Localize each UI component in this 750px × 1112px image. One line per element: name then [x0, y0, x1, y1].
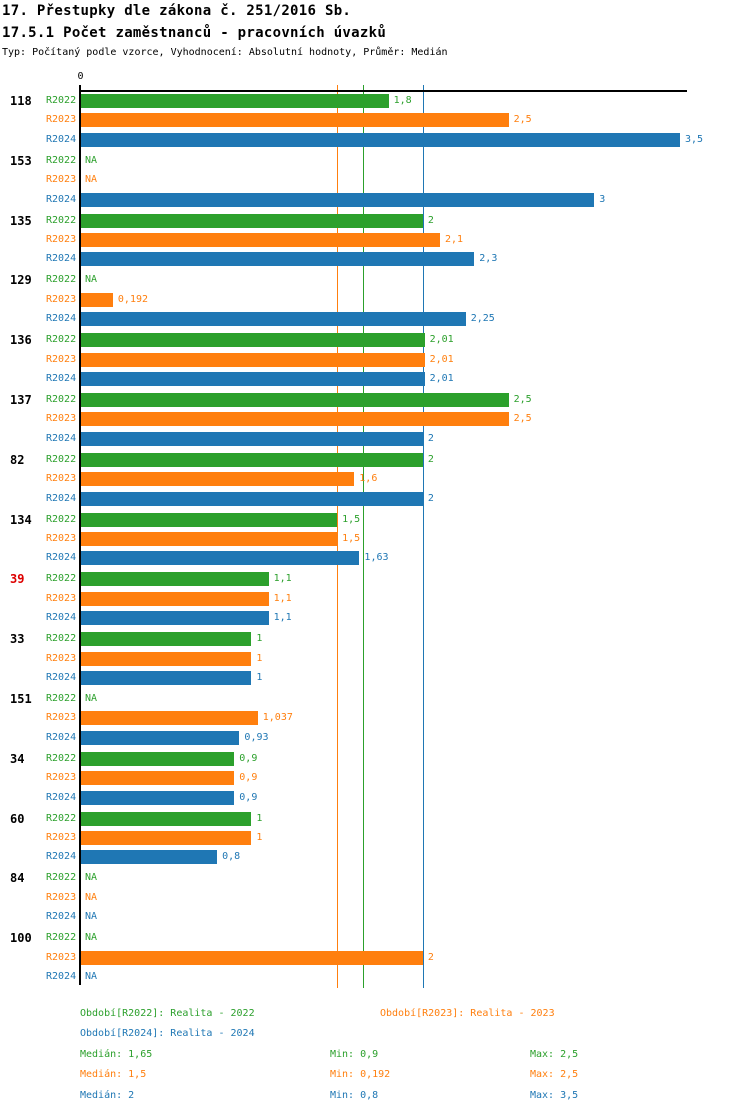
value-bar-r2024	[81, 193, 594, 207]
page-title: 17. Přestupky dle zákona č. 251/2016 Sb.	[2, 3, 352, 19]
value-bar-r2022	[81, 513, 337, 527]
value-bar-r2024	[81, 671, 251, 685]
group-label: 137	[10, 393, 32, 407]
value-bar-r2023	[81, 472, 354, 486]
value-bar-r2023	[81, 233, 440, 247]
bar-value-label: 1,1	[273, 573, 292, 585]
group-label: 84	[10, 871, 25, 886]
value-bar-r2024	[81, 252, 474, 266]
bar-value-label: 1	[256, 652, 263, 664]
bar-value-label: 0,8	[222, 851, 241, 863]
bar-value-label: 0,192	[117, 293, 149, 305]
row-label-r2024: R2024	[46, 432, 77, 444]
row-label-r2022: R2022	[46, 274, 77, 286]
row-label-r2024: R2024	[46, 791, 77, 803]
row-label-r2022: R2022	[46, 693, 77, 704]
bar-value-label: 2,5	[513, 114, 532, 126]
na-label: NA	[85, 932, 98, 944]
chart-meta: Typ: Počítaný podle vzorce, Vyhodnocení: Absolutní hodnoty, Průměr: Medián	[2, 47, 448, 58]
group-label: 33	[10, 632, 25, 647]
stat-median-r2022: Medián: 1,65	[80, 1049, 153, 1060]
group-label: 118	[10, 94, 32, 108]
bar-value-label: 2	[427, 432, 434, 444]
x-axis-line	[80, 90, 687, 92]
value-bar-r2022	[81, 453, 423, 467]
bar-value-label: 3,5	[685, 133, 704, 145]
value-bar-r2023	[81, 353, 425, 367]
legend-r2024: Období[R2024]: Realita - 2024	[80, 1028, 255, 1039]
bar-value-label: 0,9	[239, 791, 258, 803]
value-bar-r2024	[81, 133, 680, 147]
value-bar-r2024	[81, 611, 269, 625]
row-label-r2023: R2023	[46, 293, 77, 305]
legend-r2023: Období[R2023]: Realita - 2023	[380, 1008, 555, 1019]
row-label-r2023: R2023	[46, 533, 77, 544]
row-label-r2023: R2023	[46, 951, 77, 963]
bar-value-label: 0,9	[239, 752, 258, 764]
value-bar-r2024	[81, 372, 425, 386]
stat-min-r2023: Min: 0,192	[330, 1069, 391, 1080]
bar-value-label: 2,01	[429, 353, 454, 365]
row-label-r2022: R2022	[46, 334, 77, 346]
na-label: NA	[85, 971, 98, 982]
value-bar-r2023	[81, 113, 509, 127]
bar-value-label: 1	[256, 633, 263, 645]
group-label: 136	[10, 333, 32, 348]
page-subtitle: 17.5.1 Počet zaměstnanců - pracovních úvazků	[2, 25, 387, 41]
value-bar-r2023	[81, 652, 251, 666]
value-bar-r2022	[81, 393, 509, 407]
group-label: 82	[10, 452, 25, 467]
stat-max-r2024: Max: 3,5	[530, 1090, 579, 1101]
bar-value-label: 1,6	[359, 473, 378, 485]
bar-value-label: 2,01	[429, 334, 454, 346]
x-axis-zero-label: 0	[77, 71, 84, 82]
bar-value-label: 1,63	[364, 552, 389, 564]
bar-value-label: 2	[427, 951, 434, 963]
group-label: 100	[10, 931, 32, 946]
value-bar-r2024	[81, 850, 217, 864]
stat-min-r2022: Min: 0,9	[330, 1049, 379, 1060]
bar-value-label: 0,93	[244, 731, 269, 743]
bar-value-label: 1,1	[273, 612, 292, 624]
na-label: NA	[85, 891, 98, 903]
na-label: NA	[85, 693, 98, 704]
value-bar-r2023	[81, 951, 423, 965]
na-label: NA	[85, 154, 98, 166]
bar-value-label: 1,037	[262, 712, 293, 724]
row-label-r2023: R2023	[46, 413, 77, 425]
bar-value-label: 2	[427, 214, 434, 226]
bar-value-label: 0,9	[239, 772, 258, 784]
row-label-r2023: R2023	[46, 174, 77, 186]
bar-value-label: 1,5	[342, 513, 361, 525]
value-bar-r2023	[81, 831, 251, 845]
row-label-r2024: R2024	[46, 253, 77, 265]
group-label: 135	[10, 213, 32, 228]
row-label-r2024: R2024	[46, 911, 77, 923]
row-label-r2022: R2022	[46, 633, 77, 645]
stat-median-r2023: Medián: 1,5	[80, 1069, 147, 1080]
row-label-r2024: R2024	[46, 373, 77, 384]
bar-value-label: 1,1	[273, 592, 292, 604]
value-bar-r2023	[81, 532, 337, 546]
value-bar-r2022	[81, 214, 423, 228]
stat-max-r2022: Max: 2,5	[530, 1049, 579, 1060]
row-label-r2024: R2024	[46, 612, 77, 624]
stat-median-r2024: Medián: 2	[80, 1090, 135, 1101]
na-label: NA	[85, 872, 98, 884]
row-label-r2023: R2023	[46, 234, 77, 245]
value-bar-r2022	[81, 752, 234, 766]
bar-value-label: 2,01	[429, 373, 454, 384]
value-bar-r2022	[81, 572, 269, 586]
bar-value-label: 2,25	[470, 313, 495, 325]
bar-value-label: 2	[427, 492, 434, 504]
row-label-r2022: R2022	[46, 752, 77, 764]
value-bar-r2024	[81, 731, 239, 745]
median-line-r2024	[423, 85, 424, 988]
row-label-r2024: R2024	[46, 193, 77, 205]
y-axis-line	[79, 85, 81, 985]
value-bar-r2022	[81, 333, 425, 347]
row-label-r2024: R2024	[46, 731, 77, 743]
row-label-r2024: R2024	[46, 672, 77, 683]
row-label-r2022: R2022	[46, 95, 77, 106]
row-label-r2024: R2024	[46, 133, 77, 145]
na-label: NA	[85, 174, 98, 186]
value-bar-r2023	[81, 592, 269, 606]
value-bar-r2024	[81, 551, 359, 565]
bar-value-label: 3	[599, 193, 606, 205]
value-bar-r2024	[81, 312, 466, 326]
row-label-r2024: R2024	[46, 971, 77, 982]
row-label-r2023: R2023	[46, 772, 77, 784]
bar-value-label: 1,8	[393, 95, 412, 106]
na-label: NA	[85, 911, 98, 923]
stat-max-r2023: Max: 2,5	[530, 1069, 579, 1080]
value-bar-r2024	[81, 432, 423, 446]
group-label: 39	[10, 572, 25, 587]
row-label-r2022: R2022	[46, 932, 77, 944]
bar-value-label: 1	[256, 832, 263, 843]
row-label-r2022: R2022	[46, 872, 77, 884]
row-label-r2023: R2023	[46, 891, 77, 903]
group-label: 153	[10, 153, 32, 168]
row-label-r2022: R2022	[46, 214, 77, 226]
value-bar-r2022	[81, 812, 251, 826]
bar-value-label: 2,5	[513, 413, 532, 425]
row-label-r2023: R2023	[46, 832, 77, 843]
group-label: 60	[10, 811, 25, 826]
value-bar-r2023	[81, 711, 258, 725]
group-label: 34	[10, 751, 25, 766]
row-label-r2022: R2022	[46, 513, 77, 525]
row-label-r2022: R2022	[46, 812, 77, 824]
row-label-r2022: R2022	[46, 573, 77, 585]
row-label-r2024: R2024	[46, 552, 77, 564]
legend-r2022: Období[R2022]: Realita - 2022	[80, 1008, 255, 1019]
stat-min-r2024: Min: 0,8	[330, 1090, 379, 1101]
bar-value-label: 1	[256, 672, 263, 683]
value-bar-r2023	[81, 412, 509, 426]
bar-value-label: 2,3	[479, 253, 498, 265]
row-label-r2023: R2023	[46, 712, 77, 724]
row-label-r2023: R2023	[46, 473, 77, 485]
group-label: 129	[10, 273, 32, 288]
bar-value-label: 1,5	[342, 533, 361, 544]
bar-value-label: 1	[256, 812, 263, 824]
row-label-r2023: R2023	[46, 592, 77, 604]
value-bar-r2023	[81, 771, 234, 785]
row-label-r2024: R2024	[46, 492, 77, 504]
group-label: 134	[10, 512, 32, 527]
row-label-r2023: R2023	[46, 114, 77, 126]
value-bar-r2023	[81, 293, 113, 307]
value-bar-r2024	[81, 492, 423, 506]
value-bar-r2022	[81, 632, 251, 646]
row-label-r2022: R2022	[46, 394, 77, 405]
value-bar-r2024	[81, 791, 234, 805]
row-label-r2024: R2024	[46, 851, 77, 863]
row-label-r2022: R2022	[46, 453, 77, 465]
group-label: 151	[10, 692, 32, 706]
row-label-r2023: R2023	[46, 652, 77, 664]
na-label: NA	[85, 274, 98, 286]
value-bar-r2022	[81, 94, 389, 108]
row-label-r2023: R2023	[46, 353, 77, 365]
bar-value-label: 2	[427, 453, 434, 465]
bar-value-label: 2,1	[445, 234, 464, 245]
row-label-r2022: R2022	[46, 154, 77, 166]
row-label-r2024: R2024	[46, 313, 77, 325]
bar-value-label: 2,5	[513, 394, 532, 405]
